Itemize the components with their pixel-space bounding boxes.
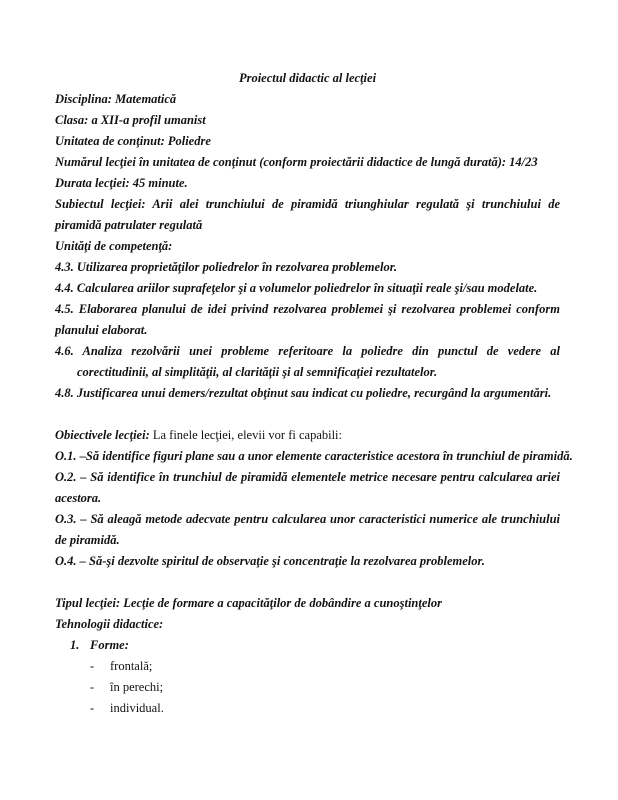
competences-heading: Unităţi de competenţă: bbox=[55, 239, 173, 253]
blank-line bbox=[55, 572, 560, 593]
objectives-intro: La finele lecţiei, elevii vor fi capabili: bbox=[149, 428, 343, 442]
objectives-label: Obiectivele lecţiei: bbox=[55, 428, 150, 442]
objective-item: O.1. –Să identifice figuri plane sau a unor elemente caracteristice acestora în trunchiul de piramidă. bbox=[55, 449, 573, 463]
dash-bullet: - bbox=[90, 659, 95, 673]
line-discipline: Disciplina: Matematică bbox=[55, 92, 177, 106]
line-duration: Durata lecţiei: 45 minute. bbox=[55, 176, 188, 190]
competence-item: 4.5. Elaborarea planului de idei privind rezolvarea problemei şi rezolvarea problemei conform planului elaborat. bbox=[55, 302, 560, 337]
objectives-heading bbox=[55, 425, 560, 446]
dash-bullet: - bbox=[90, 701, 95, 715]
line-lesson-type: Tipul lecţiei: Lecţie de formare a capacităţilor de dobândire a cunoştinţelor bbox=[55, 596, 442, 610]
forms-list-label: Forme: bbox=[90, 638, 129, 652]
document-title: Proiectul didactic al lecţiei bbox=[238, 71, 377, 85]
objective-item: O.4. – Să-şi dezvolte spiritul de observaţie şi concentraţie la rezolvarea problemelor. bbox=[55, 554, 485, 568]
competence-item: 4.4. Calcularea ariilor suprafeţelor şi a volumelor poliedrelor în situaţii reale şi/sau modelate. bbox=[55, 281, 538, 295]
forms-item-label: individual. bbox=[110, 701, 164, 715]
line-content-unit: Unitatea de conţinut: Poliedre bbox=[55, 134, 211, 148]
competence-item: 4.6. Analiza rezolvării unei probleme referitoare la poliedre din punctul de vedere al corectitudinii, al simplităţii, al clarităţii şi al semnificaţiei rezultatelor. bbox=[55, 344, 560, 379]
blank-line bbox=[55, 404, 560, 425]
dash-bullet: - bbox=[90, 680, 95, 694]
forms-list-item bbox=[90, 677, 560, 698]
forms-list-header bbox=[70, 635, 560, 656]
line-class: Clasa: a XII-a profil umanist bbox=[55, 113, 206, 127]
forms-item-label: în perechi; bbox=[110, 680, 164, 694]
technologies-heading: Tehnologii didactice: bbox=[55, 617, 164, 631]
competence-item: 4.8. Justificarea unui demers/rezultat obţinut sau indicat cu poliedre, recurgând la argumentări. bbox=[55, 386, 552, 400]
objective-item: O.3. – Să aleagă metode adecvate pentru calcularea unor caracteristici numerice ale trunchiului de piramidă. bbox=[55, 512, 560, 547]
forms-list-item bbox=[90, 698, 560, 719]
line-lesson-number: Numărul lecţiei în unitatea de conţinut (conform proiectării didactice de lungă durată): 14/23 bbox=[55, 155, 538, 169]
forms-item-label: frontală; bbox=[110, 659, 153, 673]
competence-item: 4.3. Utilizarea proprietăţilor poliedrelor în rezolvarea problemelor. bbox=[55, 260, 398, 274]
forms-list-number: 1. bbox=[70, 638, 80, 652]
line-lesson-subject: Subiectul lecţiei: Arii alei trunchiului de piramidă triunghiular regulată şi trunchiului de piramidă patrulater regulată bbox=[55, 197, 560, 232]
forms-list-item bbox=[90, 656, 560, 677]
objective-item: O.2. – Să identifice în trunchiul de piramidă elementele metrice necesare pentru calcularea ariei acestora. bbox=[55, 470, 560, 505]
